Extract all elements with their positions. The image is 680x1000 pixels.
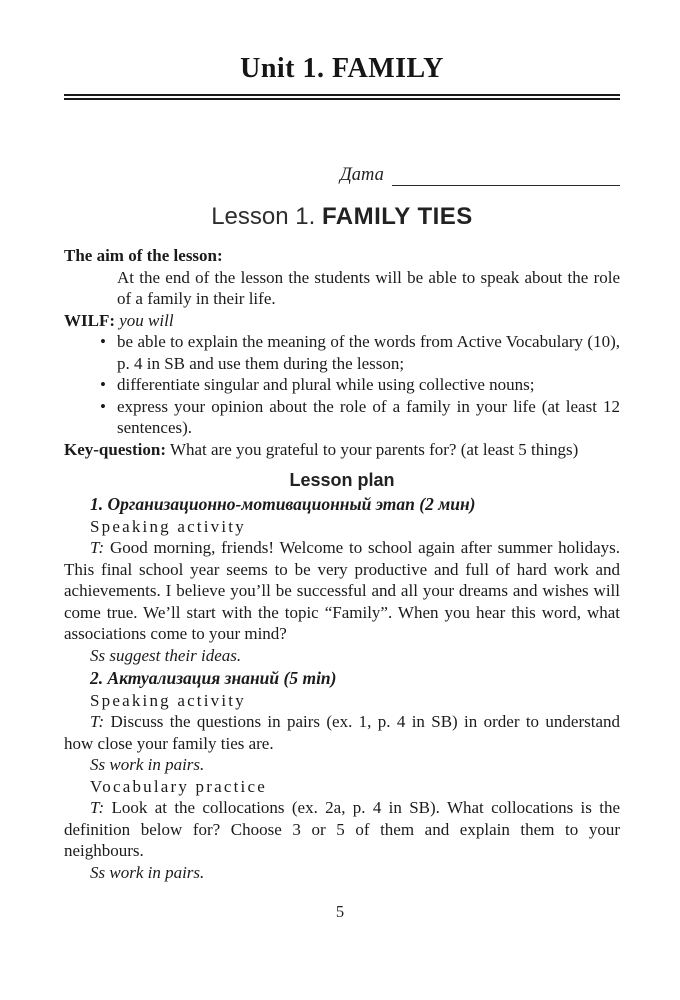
step2-teacher2-speech [64,797,620,862]
aim-text: At the end of the lesson the students will be able to speak about the role of a family in their life. [117,267,620,308]
objective-item: • be able to explain the meaning of the words from Active Vocabulary (10), p. 4 in SB and use them during the lesson; [64,331,620,374]
objectives-list [64,331,620,439]
step1-activity-label: Speaking activity [90,516,246,536]
teacher-label: T: [90,712,105,731]
objective-item: • differentiate singular and plural while using collective nouns; [64,374,620,396]
step2-students1-action: Ss work in pairs. [90,755,205,774]
key-question-label: Key-question: [64,439,166,459]
unit-title: Unit 1. FAMILY [240,53,444,84]
lesson-title-main: FAMILY TIES [321,203,473,230]
teacher-text: Good morning, friends! Welcome to school again after summer holidays. This final school year seems to be very productive and full of hard work and achievements. I believe you’ll be successful and all your dreams and wishes will come true. We’ll start with the topic “Family”. When you hear this word, what associations come to your mind? [64,538,620,643]
step2-title: 2. Актуализация знаний (5 min) [90,668,337,688]
step1-teacher-speech [64,537,620,645]
teacher-label: T: [90,538,105,557]
lesson-title [64,202,620,232]
date-row [340,164,620,186]
date-label: Дата [340,164,384,185]
step1-students-action: Ss suggest their ideas. [90,645,242,665]
wilf-text: you will [119,310,174,330]
page-content [64,52,620,883]
teacher-label: T: [90,798,105,817]
lesson-plan-heading: Lesson plan [289,470,395,490]
step2-activity1-label: Speaking activity [90,690,246,710]
date-blank-line [392,164,620,186]
wilf-line [64,310,620,332]
step2-teacher1-speech [64,711,620,754]
wilf-label: WILF: [64,310,115,330]
key-question-text: What are you grateful to your parents for? (at least 5 things) [166,439,579,459]
aim-label: The aim of the lesson: [64,246,223,265]
page-number: 5 [335,902,345,921]
step1-title: 1. Организационно-мотивационный этап (2 мин) [90,494,476,514]
header-double-rule [64,94,620,100]
step2-activity2-label: Vocabulary practice [90,776,267,796]
objective-item: • express your opinion about the role of a family in your life (at least 12 sentences). [64,396,620,439]
teacher-text: Discuss the questions in pairs (ex. 1, p. 4 in SB) in order to understand how close your family ties are. [64,712,620,753]
key-question [64,439,620,461]
lesson-title-prefix: Lesson 1. [211,203,322,230]
teacher-text: Look at the collocations (ex. 2a, p. 4 in SB). What collocations is the definition below for? Choose 3 or 5 of them and explain them to your neighbours. [64,798,620,860]
step2-students2-action: Ss work in pairs. [90,862,205,882]
